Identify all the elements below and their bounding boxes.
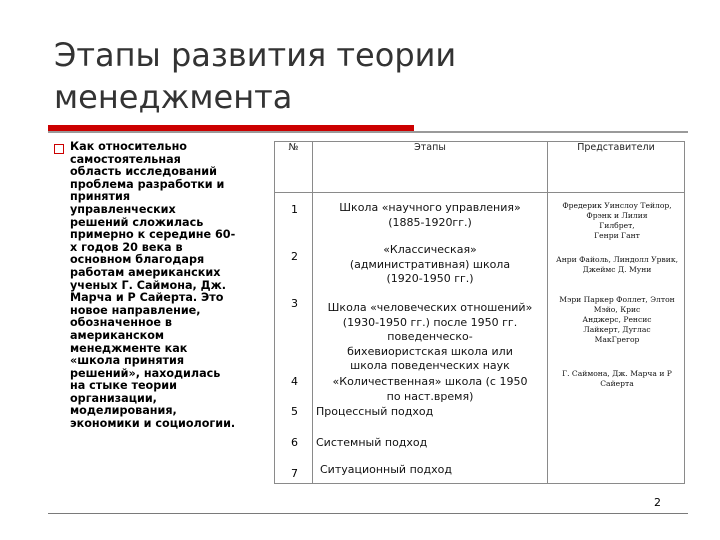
row-number: 4 xyxy=(291,375,298,388)
stage-scientific-management: Школа «научного управления» (1885-1920гг.) xyxy=(339,201,521,229)
row-number: 7 xyxy=(291,467,298,480)
title-divider xyxy=(48,131,688,133)
representatives-cell xyxy=(548,193,685,484)
slide-title xyxy=(54,34,654,118)
row-number: 2 xyxy=(291,250,298,263)
reps-quantitative-school: Г. Саймона, Дж. Марча и Р Сайерта xyxy=(562,369,672,388)
reps-classical-school: Анри Файоль, Линдолл Урвик, Джеймс Д. Муни xyxy=(555,255,678,274)
footer-divider xyxy=(48,513,688,514)
stage-human-relations: Школа «человеческих отношений» (1930-1950 гг.) после 1950 гг. поведенческо- бихевиористская школа или школа поведенческих наук xyxy=(327,301,533,372)
row-number: 3 xyxy=(291,297,298,310)
header-representatives: Представители xyxy=(548,142,685,193)
stage-quantitative-school: «Количественная» школа (с 1950 по наст.время) xyxy=(332,375,528,403)
stage-systems-approach: Системный подход xyxy=(316,436,428,449)
slide-title-line-1: Этапы развития теории xyxy=(54,36,457,74)
numbers-cell xyxy=(275,193,313,484)
stages-table xyxy=(274,141,685,484)
page-number: 2 xyxy=(654,496,661,509)
reps-human-relations: Мэри Паркер Фоллет, Элтон Мэйо, Крис Анджерс, Ренсис Лайкерт, Дуглас МакГрегор xyxy=(559,295,675,344)
row-number: 5 xyxy=(291,405,298,418)
header-stages: Этапы xyxy=(313,142,548,193)
stage-process-approach: Процессный подход xyxy=(316,405,434,418)
row-number: 6 xyxy=(291,436,298,449)
header-number: № xyxy=(275,142,313,193)
row-number: 1 xyxy=(291,203,298,216)
table-row xyxy=(275,193,685,484)
stage-situational-approach: Ситуационный подход xyxy=(320,463,452,476)
body-text: Как относительно самостоятельная область исследований проблема разработки и принятия управленческих решений сложилась примерно к середине 60- х годов 20 века в основном благодаря работам американских ученых Г. Саймона, Дж. Марча и Р Сайерта. Это новое направление, обозначенное в американском менеджменте как «школа принятия решений», находилась на стыке теории организации, моделирования, экономики и социологии. xyxy=(70,140,236,431)
reps-scientific-management: Фредерик Уинслоу Тейлор, Фрэнк и Лилия Гилбрет, Генри Гант xyxy=(562,201,672,240)
bullet-square-icon xyxy=(54,144,64,154)
slide-title-line-2: менеджмента xyxy=(54,78,293,116)
stage-classical-school: «Классическая» (административная) школа (1920-1950 гг.) xyxy=(349,243,511,285)
table-header-row xyxy=(275,142,685,193)
stages-cell xyxy=(313,193,548,484)
